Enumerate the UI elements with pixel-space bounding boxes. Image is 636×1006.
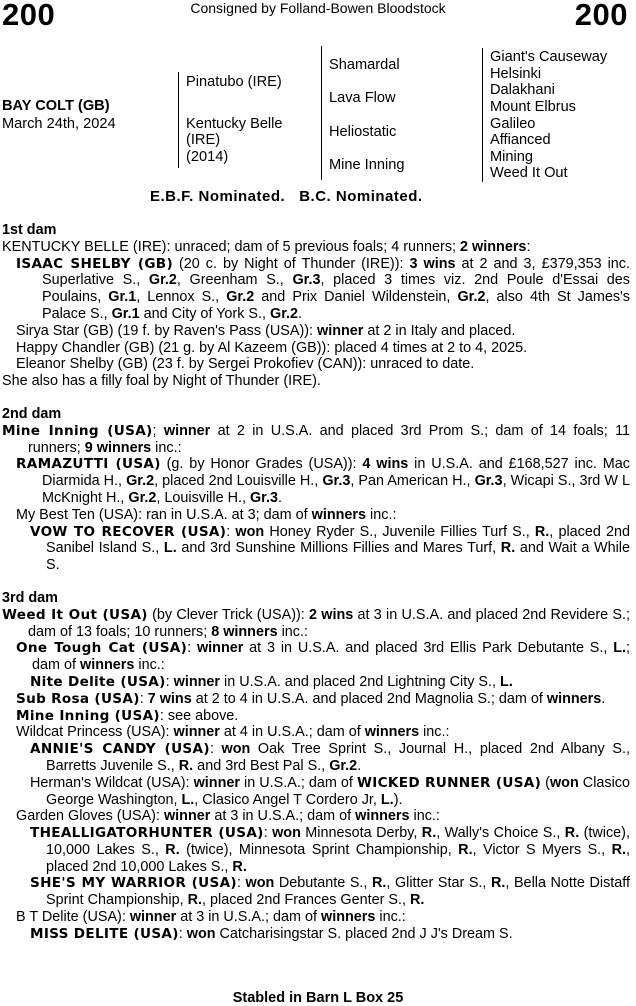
third-dam-heading: 3rd dam (2, 589, 58, 606)
foal-thealligatorhunter: THEALLIGATORHUNTER (USA): won Minnesota Derby, R., Wally's Choice S., R. (twice), 10,000 Lakes S., R. (twice), Minnesota Sprint Championship, R., Victor S Myers S., R., placed 2nd 10,000 Lakes S., R. (30, 825, 630, 875)
pedigree-bracket-1 (178, 72, 179, 168)
catalogue-page-body (2, 222, 630, 943)
foal-nite-delite: Nite Delite (USA): winner in U.S.A. and placed 2nd Lightning City S., L. (30, 673, 513, 690)
pedigree-bracket-3 (482, 48, 483, 182)
grandsire-4: Mine Inning (329, 157, 405, 173)
nominations (150, 188, 437, 205)
foal-eleanor-shelby: Eleanor Shelby (GB) (23 f. by Sergei Prokofiev (CAN)): unraced to date. (16, 356, 475, 373)
sire: Pinatubo (IRE) (186, 74, 282, 90)
grandsire-3: Heliostatic (329, 124, 397, 140)
pedigree-bracket-2 (321, 46, 322, 180)
foal-sub-rosa: Sub Rosa (USA): 7 wins at 2 to 4 in U.S.A. and placed 2nd Magnolia S.; dam of winners. (16, 690, 606, 707)
lot-number-left: 200 (2, 0, 56, 32)
foal-miss-delite: MISS DELITE (USA): won Catcharisingstar S. placed 2nd J J's Dream S. (30, 925, 513, 942)
foal-b-t-delite: B T Delite (USA): winner at 3 in U.S.A.; dam of winners inc.: (16, 909, 406, 926)
foaling-date: March 24th, 2024 (2, 116, 116, 132)
foal-happy-chandler: Happy Chandler (GB) (21 g. by Al Kazeem (GB)): placed 4 times at 2 to 4, 2025. (16, 339, 528, 356)
dam-year: (2014) (186, 149, 229, 165)
stabling-footer: Stabled in Barn L Box 25 (232, 990, 404, 1006)
second-dam-heading: 2nd dam (2, 405, 62, 422)
dam-kentucky-belle: KENTUCKY BELLE (IRE): unraced; dam of 5 previous foals; 4 runners; 2 winners: (2, 238, 531, 255)
consignor: Consigned by Folland-Bowen Bloodstock (190, 0, 446, 16)
foal-my-best-ten: My Best Ten (USA): ran in U.S.A. at 3; dam of winners inc.: (16, 506, 397, 523)
great-grandparent-2: Helsinki (490, 66, 542, 82)
foal-wildcat-princess: Wildcat Princess (USA): winner at 4 in U.S.A.; dam of winners inc.: (16, 724, 450, 741)
grandsire-1: Shamardal (329, 57, 400, 73)
great-grandparent-1: Giant's Causeway (490, 49, 608, 65)
grandsire-2: Lava Flow (329, 90, 396, 106)
filly-foal-note: She also has a filly foal by Night of Thunder (IRE). (2, 373, 321, 390)
foal-garden-gloves: Garden Gloves (USA): winner at 3 in U.S.A.; dam of winners inc.: (16, 808, 440, 825)
foal-sirya-star: Sirya Star (GB) (19 f. by Raven's Pass (USA)): winner at 2 in Italy and placed. (16, 322, 516, 339)
foal-annies-candy: ANNIE'S CANDY (USA): won Oak Tree Sprint S., Journal H., placed 2nd Albany S., Barretts Juvenile S., R. and 3rd Best Pal S., Gr.2. (30, 741, 630, 774)
dam-name: Kentucky Belle (186, 116, 283, 132)
foal-shes-my-warrior: SHE'S MY WARRIOR (USA): won Debutante S., R., Glitter Star S., R., Bella Notte Distaff Sprint Championship, R., placed 2nd Frances Genter S., R. (30, 875, 630, 909)
ebf-nomination: E.B.F. Nominated. (150, 188, 286, 205)
dam-mine-inning: Mine Inning (USA); winner at 2 in U.S.A. and placed 3rd Prom S.; dam of 14 foals; 11 runners; 9 winners inc.: (2, 422, 631, 456)
foal-mine-inning-ref: Mine Inning (USA): see above. (16, 707, 239, 724)
foal-vow-to-recover: VOW TO RECOVER (USA): won Honey Ryder S., Juvenile Fillies Turf S., R., placed 2nd Sanibel Island S., L. and 3rd Sunshine Millions Fillies and Mares Turf, R. and Wait a While S. (30, 523, 630, 574)
lot-number-right: 200 (574, 0, 628, 32)
great-grandparent-6: Affianced (490, 132, 551, 148)
foal-ramazutti: RAMAZUTTI (USA) (g. by Honor Grades (USA)): 4 wins in U.S.A. and £168,527 inc. Mac Diarmida H., Gr.2, placed 2nd Louisville H., Gr.3, Pan American H., Gr.3, Wicapi S., 3rd W L McKnight H., Gr.2, Louisville H., Gr.3. (16, 456, 630, 506)
foal-hermans-wildcat: Herman's Wildcat (USA): winner in U.S.A.; dam of WICKED RUNNER (USA) (won Clasico George Washington, L., Clasico Angel T Cordero Jr, L.). (30, 774, 630, 808)
foal-isaac-shelby: ISAAC SHELBY (GB) (20 c. by Night of Thunder (IRE)): 3 wins at 2 and 3, £379,353 inc. Superlative S., Gr.2, Greenham S., Gr.3, placed 3 times viz. 2nd Poule d'Essai des Poulains, Gr.1, Lennox S., Gr.2 and Prix Daniel Wildenstein, Gr.2, also 4th St James's Palace S., Gr.1 and City of York S., Gr.2. (16, 255, 630, 322)
great-grandparent-3: Dalakhani (490, 82, 555, 98)
great-grandparent-4: Mount Elbrus (490, 99, 576, 115)
first-dam-heading: 1st dam (2, 222, 57, 238)
great-grandparent-7: Mining (490, 149, 533, 165)
great-grandparent-5: Galileo (490, 116, 536, 132)
dam-country: (IRE) (186, 132, 221, 148)
dam-weed-it-out: Weed It Out (USA) (by Clever Trick (USA)): 2 wins at 3 in U.S.A. and placed 2nd Revidere S.; dam of 13 foals; 10 runners; 8 winners inc.: (2, 606, 630, 640)
bc-nomination: B.C. Nominated. (299, 188, 423, 205)
foal-one-tough-cat: One Tough Cat (USA): winner at 3 in U.S.A. and placed 3rd Ellis Park Debutante S., L.; dam of winners inc.: (16, 640, 630, 674)
horse-name: BAY COLT (GB) (2, 98, 110, 114)
great-grandparent-8: Weed It Out (490, 165, 568, 181)
